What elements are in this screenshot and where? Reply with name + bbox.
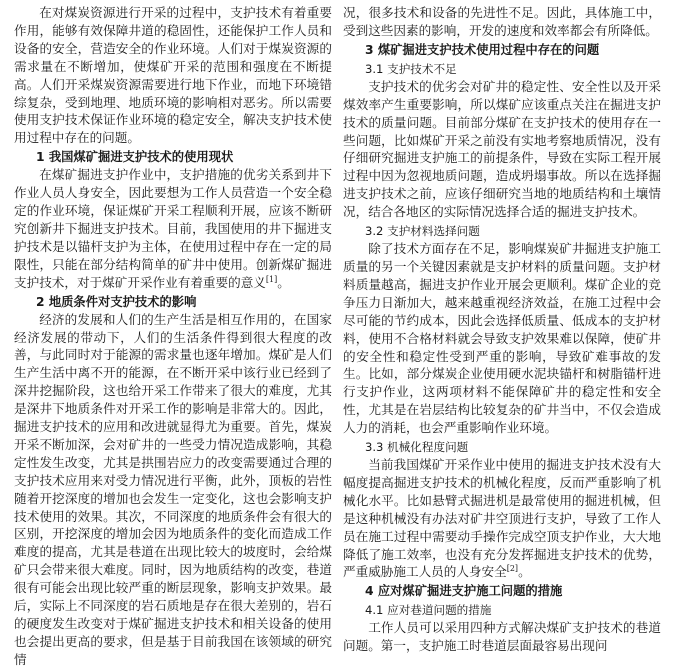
section-2-paragraph: 经济的发展和人们的生产生活是相互作用的，在国家经济发展的带动下，人们的生活条件得到很大程度的改善，与此同时对于能源的需求量也逐年增加。煤矿是人们生产生活中离不开的能源，在不断开采中该行业已经到了深井挖掘阶段，这也给开采工作带来了很大的难度，尤其是深井下地质条件对开采工作的影响是非常大的。因此，掘进支护技术的应用和改进就显得尤为重要。首先，煤炭开采不断加深，会对矿井的一些受力情况造成影响，其稳定性发生改变，尤其是拱围岩应力的改变需要通过合理的支护技术应用来对受力情况进行平衡，此外，顶板的岩性随着开挖深度的增加也会发生一定变化，这也会影响支护技术使用的效果。其次，不同深度的地质条件会有很大的区别，开挖深度的增加会因为地质条件的变化而造成工作难度的提高，尤其是巷道在出现比较大的坡度时，会给煤矿只会带来很大难度。同时，因为地质结构的改变，巷道很有可能会出现比较严重的断层现象，影响支护效果。最后，实际上不同深度的岩石质地是存在很大差别的，岩石的硬度发生改变对于煤矿掘进支护技术和相关设备的使用也会提出更高的要求，但是基于目前我国在该领域的研究情 bbox=[14, 311, 332, 667]
section-1-heading: 1 我国煤矿掘进支护技术的使用现状 bbox=[36, 150, 234, 165]
section-4-heading: 4 应对煤矿掘进支护施工问题的措施 bbox=[365, 584, 563, 599]
section-3-1-paragraph: 支护技术的优劣会对矿井的稳定性、安全性以及开采煤效率产生重要影响，所以煤矿应该重点关注在掘进支护技术的质量问题。目前部分煤矿在支护技术的使用存在一些问题，比如煤矿开采之前没有实地考察地质情况，没有仔细研究掘进支护施工的前提条件，导致在实际工程开展过程中因为忽视地质问题，造成坍塌事故。所以在选择掘进支护技术之前，应该仔细研究当地的地质结构和土壤情况，结合各地区的实际情况选择合适的掘进支护技术。 bbox=[343, 78, 661, 220]
section-3-3-paragraph bbox=[343, 456, 661, 581]
intro-paragraph: 在对煤炭资源进行开采的过程中，支护技术有着重要作用，能够有效保障井道的稳固性，还能保护工作人员和设备的安全，营造安全的作业环境。人们对于煤炭资源的需求量在不断增加，使煤矿开采的范围和强度在不断提高。人们开采煤炭资源需要进行地下作业，而地下环境错综复杂，受到地理、地质环境的影响相对恶劣。所以需要使用支护技术保证作业环境的稳定安全，解决支护技术使用过程中存在的问题。 bbox=[14, 5, 332, 146]
citation-2: [2] bbox=[506, 564, 519, 574]
section-3-heading: 3 煤矿掘进支护技术使用过程中存在的问题 bbox=[365, 42, 600, 57]
section-3-2-paragraph: 除了技术方面存在不足，影响煤炭矿井掘进支护施工质量的另一个关键因素就是支护材料的质量问题。支护材料质量越高，掘进支护作业开展会更顺利。煤矿企业的竞争压力日渐加大，越来越重视经济效益，在施工过程中会尽可能的节约成本，因此会选择低质量、低成本的支护材料，使用不合格材料就会导致支护效果难以保障，使矿井的安全性和稳定性受到严重的影响，导致矿难事故的发生。比如，部分煤炭企业使用硬水泥块锚杆和树脂锚杆进行支护作业，这两项材料不能保障矿井的稳定性和安全性，尤其是在岩层结构比较复杂的矿井当中，不仅会造成人力的消耗，也会严重影响作业环境。 bbox=[343, 241, 661, 436]
section-3-3-heading: 3.3 机械化程度问题 bbox=[365, 440, 469, 455]
section-3-2-heading: 3.2 支护材料选择问题 bbox=[365, 224, 480, 239]
carryover-paragraph: 况，很多技术和设备的先进性不足。因此，具体施工中，受到这些因素的影响，开发的速度和效率都会有所降低。 bbox=[343, 5, 661, 38]
section-2-heading: 2 地质条件对支护技术的影响 bbox=[36, 294, 197, 309]
section-4-1-heading: 4.1 应对巷道问题的措施 bbox=[365, 603, 492, 618]
section-1-end: 。 bbox=[277, 274, 290, 290]
section-1-text: 在煤矿掘进支护作业中，支护措施的优劣关系到井下作业人员人身安全，因此要想为工作人员营造一个安全稳定的作业环境，保证煤矿开采工程顺利开展，应该不断研究创新井下掘进支护技术。目前，我国使用的井下掘进支护技术是以锚杆支护为主体，在使用过程中存在一定的局限性，只能在部分结构简单的矿井中使用。创新煤矿掘进支护技术，对于煤矿开采作业有着重要的意义 bbox=[14, 167, 332, 290]
left-column bbox=[14, 4, 332, 669]
section-1-paragraph bbox=[14, 166, 332, 291]
right-column bbox=[343, 4, 661, 655]
section-4-1-paragraph: 工作人员可以采用四种方式解决煤矿支护技术的巷道问题。第一，支护施工时巷道层面最容易出现问 bbox=[343, 620, 661, 654]
section-3-1-heading: 3.1 支护技术不足 bbox=[365, 61, 457, 76]
citation-1: [1] bbox=[265, 274, 278, 284]
section-3-3-text: 当前我国煤矿开采作业中使用的掘进支护技术没有大幅度提高掘进支护技术的机械化程度，反而严重影响了机械化水平。比如悬臂式掘进机是最常使用的掘进机械，但是这种机械没有办法对矿井空顶进行支护，导致了工作人员在施工过程中需要动手操作完成空顶支护作业，大大地降低了施工效率，也没有充分发挥掘进支护技术的优势，严重威胁施工人员的人身安全 bbox=[343, 457, 661, 580]
section-3-3-end: 。 bbox=[518, 564, 531, 580]
